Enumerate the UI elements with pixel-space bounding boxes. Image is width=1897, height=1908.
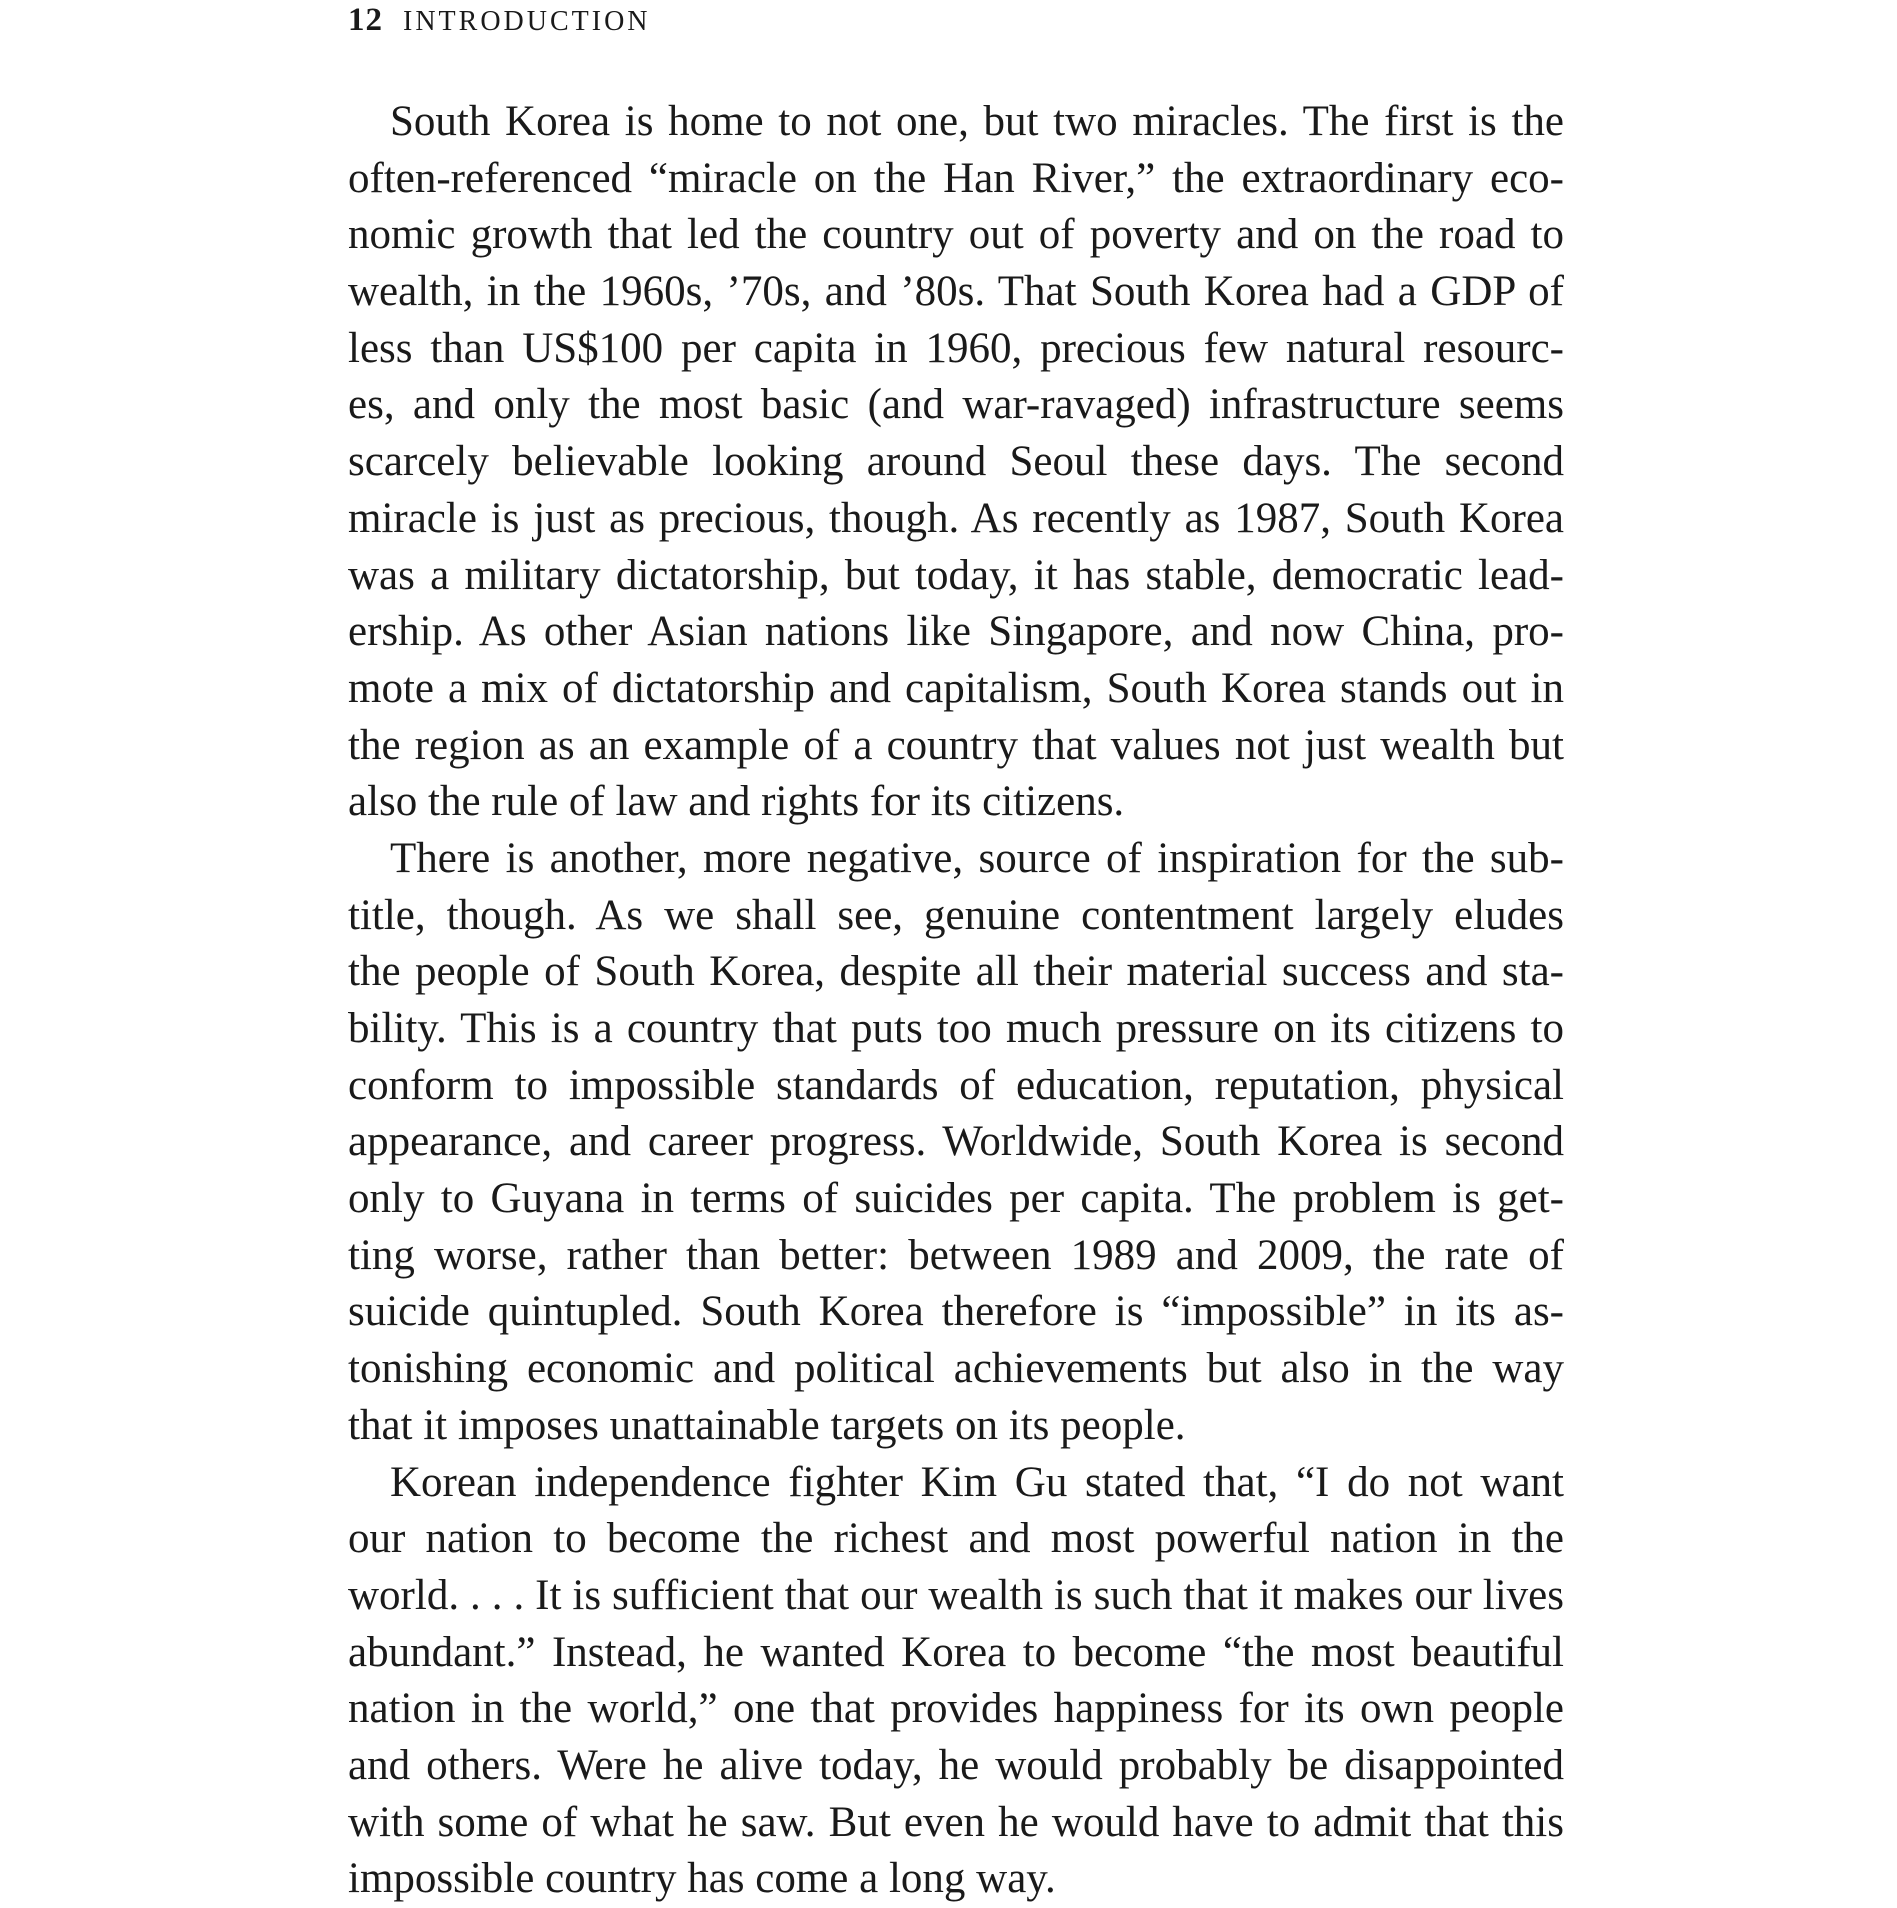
text-line: our nation to become the richest and most powerful nation in the xyxy=(348,1511,1564,1568)
text-line: often-referenced “miracle on the Han River,” the extraordinary eco- xyxy=(348,151,1564,208)
text-line: miracle is just as precious, though. As recently as 1987, South Korea xyxy=(348,491,1564,548)
text-line: South Korea is home to not one, but two miracles. The first is the xyxy=(348,94,1564,151)
text-line: ting worse, rather than better: between 1989 and 2009, the rate of xyxy=(348,1228,1564,1285)
text-line: nation in the world,” one that provides happiness for its own people xyxy=(348,1681,1564,1738)
text-line: bility. This is a country that puts too much pressure on its citizens to xyxy=(348,1001,1564,1058)
body-text xyxy=(348,94,1564,1908)
text-line: was a military dictatorship, but today, it has stable, democratic lead- xyxy=(348,548,1564,605)
text-line: conform to impossible standards of education, reputation, physical xyxy=(348,1058,1564,1115)
running-title: INTRODUCTION xyxy=(403,6,651,38)
text-line: also the rule of law and rights for its citizens. xyxy=(348,774,1564,831)
text-line: abundant.” Instead, he wanted Korea to become “the most beautiful xyxy=(348,1625,1564,1682)
text-line: appearance, and career progress. Worldwide, South Korea is second xyxy=(348,1114,1564,1171)
text-line: suicide quintupled. South Korea therefore is “impossible” in its as- xyxy=(348,1284,1564,1341)
text-line: world. . . . It is sufficient that our wealth is such that it makes our lives xyxy=(348,1568,1564,1625)
text-line: only to Guyana in terms of suicides per capita. The problem is get- xyxy=(348,1171,1564,1228)
paragraph-1 xyxy=(348,94,1564,831)
text-line: with some of what he saw. But even he would have to admit that this xyxy=(348,1795,1564,1852)
text-line: and others. Were he alive today, he would probably be disappointed xyxy=(348,1738,1564,1795)
text-line: that it imposes unattainable targets on its people. xyxy=(348,1398,1564,1455)
text-line: impossible country has come a long way. xyxy=(348,1851,1564,1908)
paragraph-2 xyxy=(348,831,1564,1455)
text-line: There is another, more negative, source of inspiration for the sub- xyxy=(348,831,1564,888)
text-line: es, and only the most basic (and war-ravaged) infrastructure seems xyxy=(348,377,1564,434)
text-line: tonishing economic and political achievements but also in the way xyxy=(348,1341,1564,1398)
text-line: the region as an example of a country that values not just wealth but xyxy=(348,718,1564,775)
text-line: ership. As other Asian nations like Singapore, and now China, pro- xyxy=(348,604,1564,661)
text-line: the people of South Korea, despite all their material success and sta- xyxy=(348,944,1564,1001)
text-line: Korean independence fighter Kim Gu stated that, “I do not want xyxy=(348,1455,1564,1512)
text-line: nomic growth that led the country out of poverty and on the road to xyxy=(348,207,1564,264)
text-line: mote a mix of dictatorship and capitalism, South Korea stands out in xyxy=(348,661,1564,718)
paragraph-3 xyxy=(348,1455,1564,1908)
page-number: 12 xyxy=(348,2,383,39)
text-line: scarcely believable looking around Seoul these days. The second xyxy=(348,434,1564,491)
running-head xyxy=(348,2,651,42)
text-line: wealth, in the 1960s, ’70s, and ’80s. That South Korea had a GDP of xyxy=(348,264,1564,321)
text-line: title, though. As we shall see, genuine contentment largely eludes xyxy=(348,888,1564,945)
text-line: less than US$100 per capita in 1960, precious few natural resourc- xyxy=(348,321,1564,378)
